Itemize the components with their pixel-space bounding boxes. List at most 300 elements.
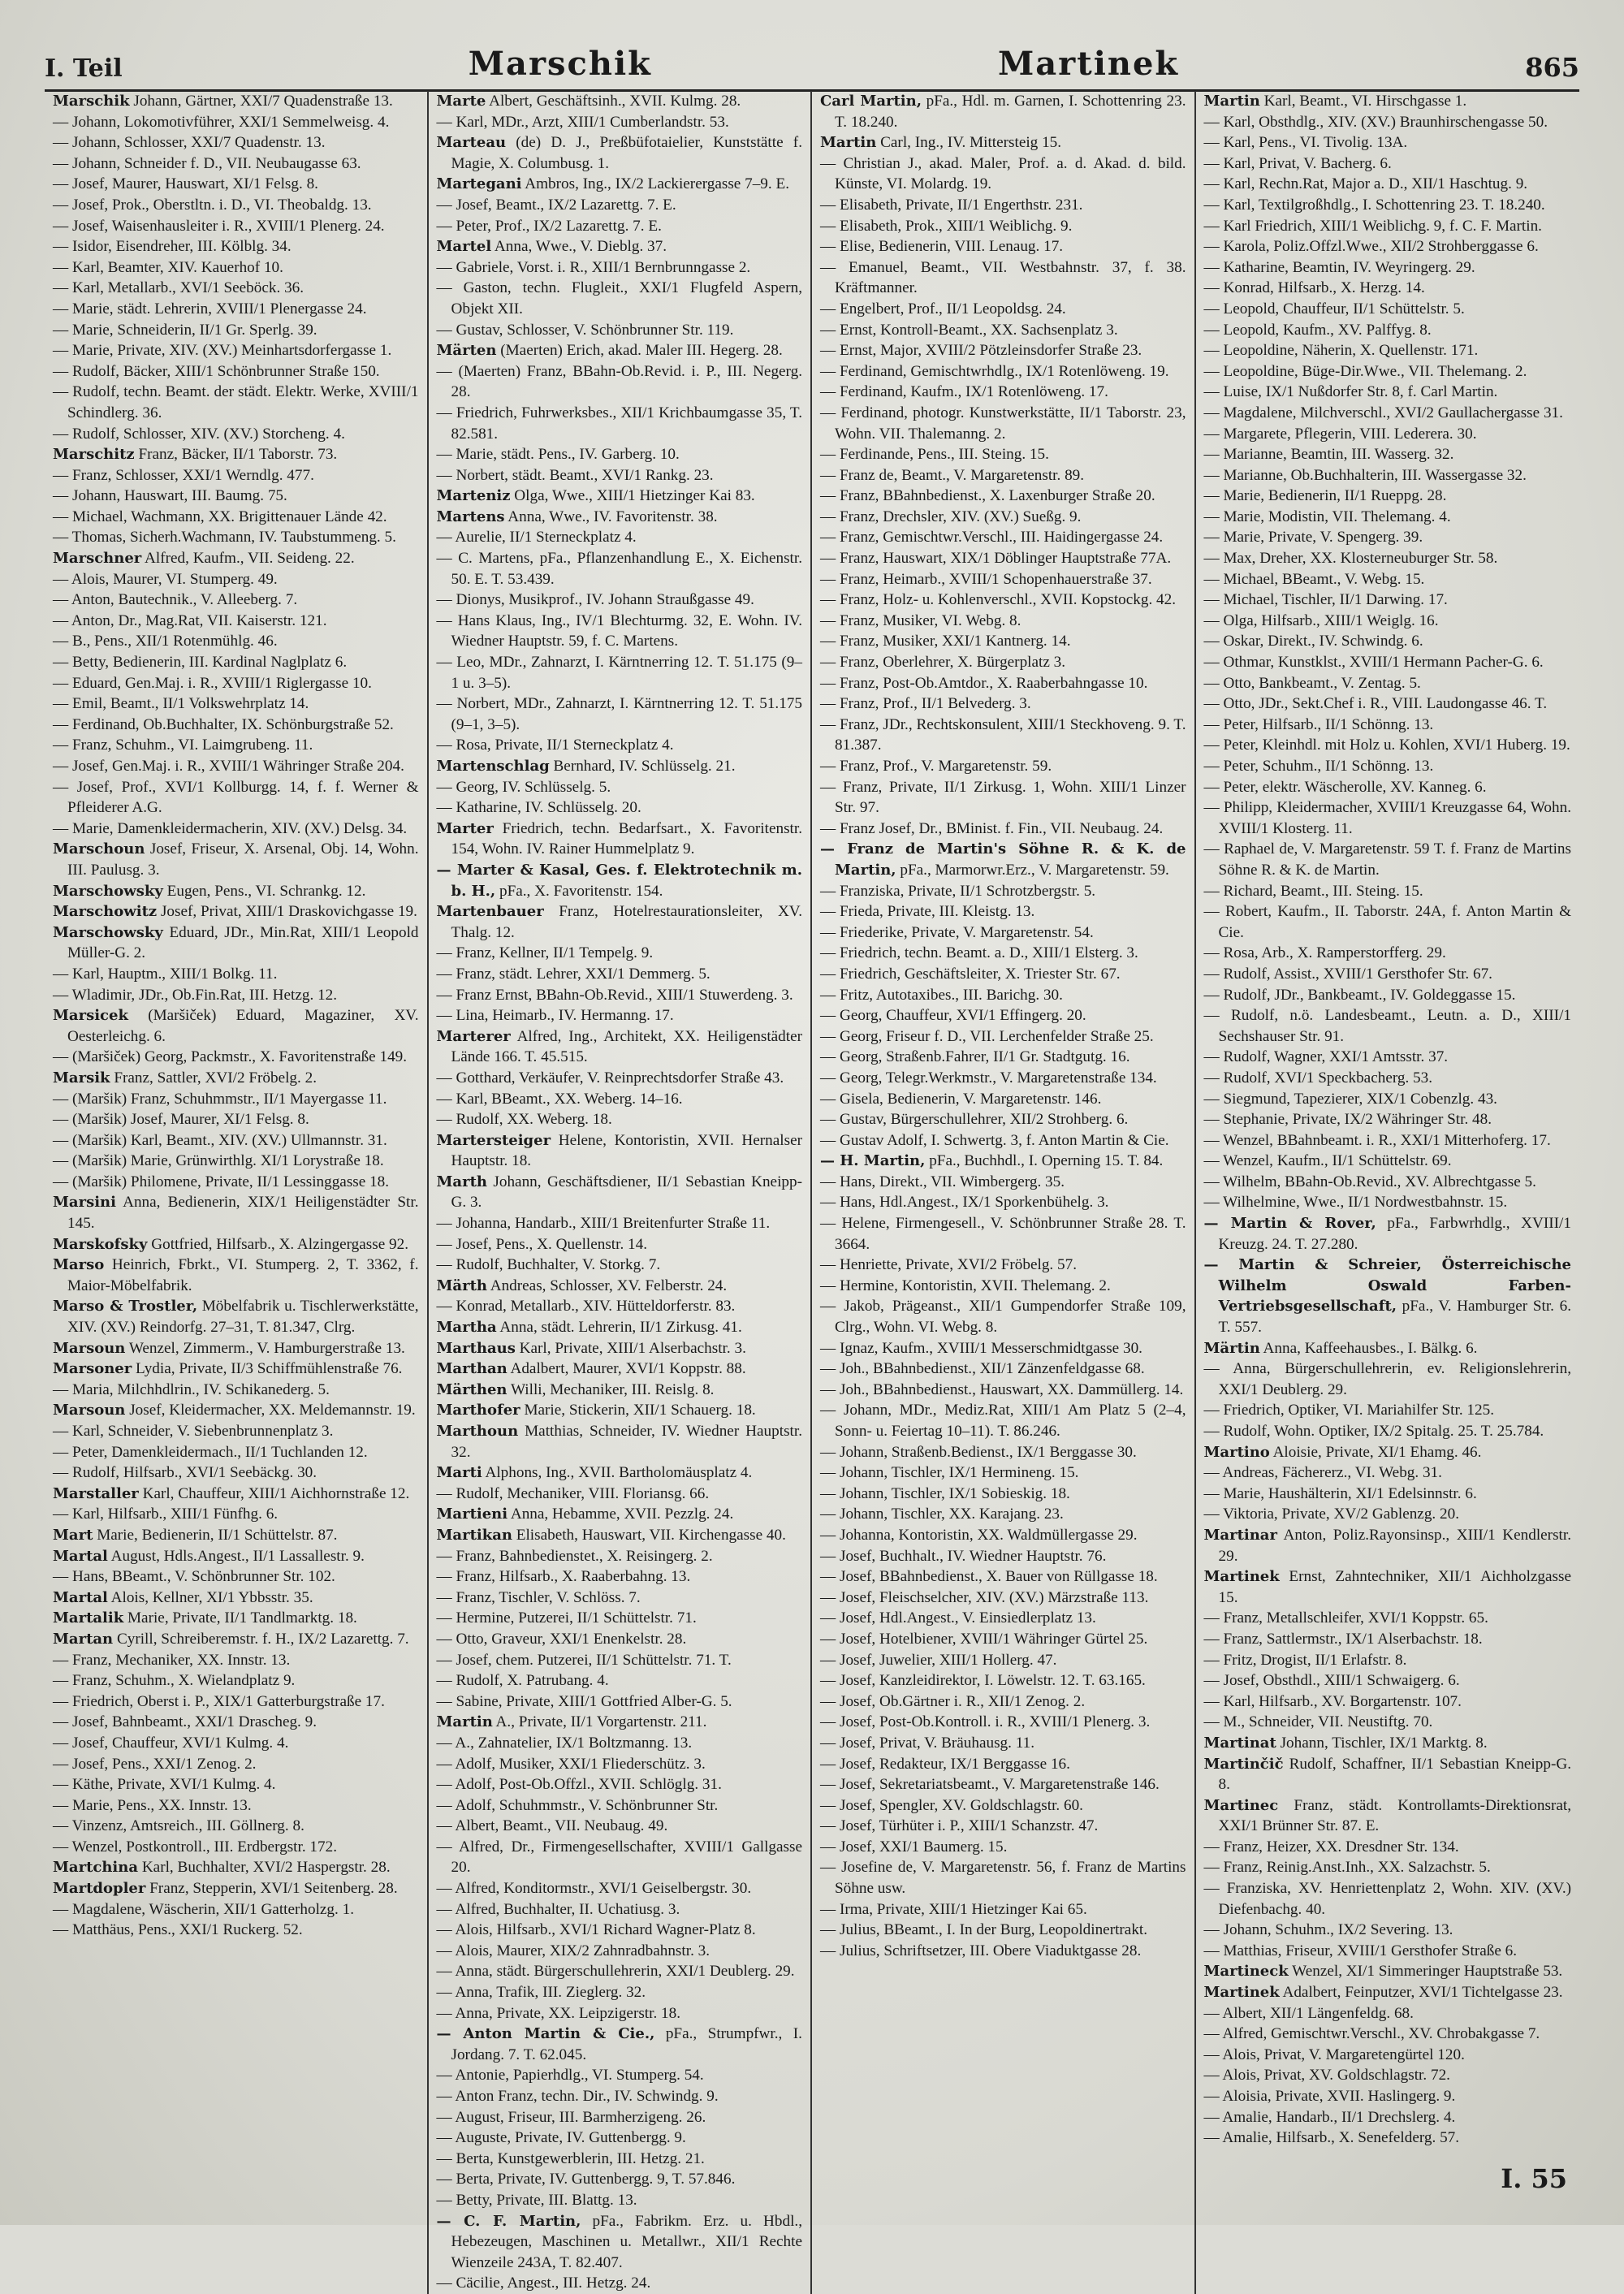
entry-text: — Albert, Beamt., VII. Neubaug. 49. bbox=[436, 1817, 668, 1835]
entry-text: — Hans, Hdl.Angest., IX/1 Sporkenbühelg. 3. bbox=[820, 1194, 1109, 1212]
entry-text: Franz, Bäcker, II/1 Taborstr. 73. bbox=[134, 446, 338, 464]
entry-text: — Johann, Schuhm., IX/2 Severing. 13. bbox=[1203, 1921, 1453, 1939]
directory-entry bbox=[1204, 320, 1572, 341]
entry-text: — Anton, Dr., Mag.Rat, VII. Kaiserstr. 121. bbox=[53, 611, 327, 629]
directory-entry bbox=[1204, 1462, 1572, 1484]
entry-text: — (Maerten) Franz, BBahn-Ob.Revid. i. P., III. Negerg. 28. bbox=[436, 362, 802, 401]
directory-entry bbox=[1204, 569, 1572, 590]
directory-entry bbox=[437, 1733, 803, 1754]
entry-text: — Franz, Oberlehrer, X. Bürgerplatz 3. bbox=[820, 654, 1066, 672]
directory-entry bbox=[437, 590, 803, 611]
directory-entry bbox=[437, 1172, 803, 1213]
entry-text: — A., Zahnatelier, IX/1 Boltzmanng. 13. bbox=[436, 1734, 693, 1752]
directory-entry bbox=[1204, 1670, 1572, 1691]
directory-entry bbox=[820, 839, 1186, 880]
directory-entry bbox=[1204, 1982, 1572, 2003]
directory-entry bbox=[820, 1005, 1186, 1026]
entry-surname: Martchina bbox=[53, 1859, 139, 1877]
directory-entry bbox=[820, 507, 1186, 528]
entry-text: — Franz, Drechsler, XIV. (XV.) Sueßg. 9. bbox=[820, 508, 1082, 525]
directory-entry bbox=[437, 1213, 803, 1234]
column-1 bbox=[45, 91, 429, 2294]
entry-text: — Rudolf, Assist., XVIII/1 Gersthofer Str. 67. bbox=[1203, 965, 1492, 983]
directory-entry bbox=[437, 1629, 803, 1650]
directory-entry bbox=[1204, 1941, 1572, 1962]
entry-surname: — Martin & Schreier, Österreichische Wilhelm Oswald Farben-Vertriebsgesellschaft, bbox=[1203, 1256, 1571, 1315]
directory-entry bbox=[1204, 1837, 1572, 1858]
entry-text: — Vinzenz, Amtsreich., III. Göllnerg. 8. bbox=[53, 1817, 304, 1835]
directory-entry bbox=[1204, 1005, 1572, 1047]
directory-entry bbox=[1204, 1712, 1572, 1733]
entry-text: pFa., Strumpfwr., I. Jordang. 7. T. 62.045. bbox=[451, 2025, 802, 2063]
directory-entry bbox=[437, 1878, 803, 1899]
directory-entry bbox=[53, 1068, 419, 1089]
entry-text: — Josef, Post-Ob.Kontroll. i. R., XVIII/1 Plenerg. 3. bbox=[820, 1713, 1151, 1731]
directory-entry bbox=[820, 444, 1186, 465]
column-2 bbox=[429, 91, 813, 2294]
entry-surname: Martal bbox=[53, 1588, 108, 1606]
entry-text: Karl, Beamt., VI. Hirschgasse 1. bbox=[1259, 93, 1467, 110]
entry-text: — Friedrich, Geschäftsleiter, X. Triester Str. 67. bbox=[820, 965, 1121, 983]
directory-entry bbox=[437, 901, 803, 943]
entry-text: — Marie, Bedienerin, II/1 Rueppg. 28. bbox=[1203, 487, 1447, 505]
directory-entry bbox=[437, 1588, 803, 1609]
entry-surname: Marteau bbox=[436, 134, 507, 152]
directory-entry bbox=[820, 1089, 1186, 1110]
entry-text: — Aloisia, Private, XVII. Haslingerg. 9. bbox=[1203, 2088, 1456, 2105]
directory-entry bbox=[1204, 631, 1572, 652]
directory-entry bbox=[820, 1068, 1186, 1089]
directory-entry bbox=[1204, 1961, 1572, 1982]
entry-text: — Georg, Telegr.Werkmstr., V. Margaretenstraße 134. bbox=[820, 1069, 1157, 1087]
entry-text: Karl, Buchhalter, XVI/2 Haspergstr. 28. bbox=[138, 1859, 391, 1877]
entry-text: — Franz Josef, Dr., BMinist. f. Fin., VII. Neubaug. 24. bbox=[820, 819, 1164, 837]
entry-text: — Karl, MDr., Arzt, XIII/1 Cumberlandstr. 53. bbox=[436, 113, 729, 131]
directory-entry bbox=[820, 652, 1186, 673]
entry-text: Cyrill, Schreiberemstr. f. H., IX/2 Lazarettg. 7. bbox=[113, 1630, 409, 1648]
directory-entry bbox=[1204, 465, 1572, 486]
entry-text: Anton, Poliz.Rayonsinsp., XIII/1 Kendlerstr. 29. bbox=[1218, 1526, 1571, 1565]
directory-entry bbox=[437, 1566, 803, 1588]
directory-entry bbox=[820, 1359, 1186, 1380]
entry-text: — Antonie, Papierhdlg., VI. Stumperg. 54. bbox=[436, 2067, 704, 2084]
directory-entry bbox=[820, 1733, 1186, 1754]
entry-text: — (Maršik) Karl, Beamt., XIV. (XV.) Ullmannstr. 31. bbox=[53, 1131, 387, 1149]
directory-entry bbox=[1204, 424, 1572, 445]
directory-entry bbox=[53, 382, 419, 423]
entry-text: — Karl, Metallarb., XVI/1 Seeböck. 36. bbox=[53, 279, 304, 297]
entry-text: Helene, Kontoristin, XVII. Hernalser Hauptstr. 18. bbox=[451, 1131, 802, 1170]
entry-text: — Katharine, IV. Schlüsselg. 20. bbox=[436, 799, 641, 817]
entry-text: — Friederike, Private, V. Margaretenstr. 54. bbox=[820, 923, 1094, 941]
directory-entry bbox=[437, 735, 803, 756]
directory-entry bbox=[1204, 1920, 1572, 1941]
entry-text: — Marie, Private, XIV. (XV.) Meinhartsdorfergasse 1. bbox=[53, 342, 392, 360]
entry-surname: Martersteiger bbox=[436, 1131, 551, 1149]
directory-entry bbox=[437, 257, 803, 279]
directory-entry bbox=[820, 1192, 1186, 1213]
directory-entry bbox=[437, 361, 803, 403]
directory-entry bbox=[1204, 361, 1572, 382]
directory-entry bbox=[53, 631, 419, 652]
directory-entry bbox=[820, 1899, 1186, 1920]
directory-entry bbox=[53, 1504, 419, 1525]
entry-text: — Georg, Friseur f. D., VII. Lerchenfelder Straße 25. bbox=[820, 1027, 1154, 1045]
entry-text: — Georg, Straßenb.Fahrer, II/1 Gr. Stadtgutg. 16. bbox=[820, 1048, 1130, 1066]
entry-surname: Martenschlag bbox=[436, 758, 550, 775]
entry-text: — Adolf, Post-Ob.Offzl., XVII. Schlöglg. 31. bbox=[436, 1776, 722, 1794]
entry-text: — Rosa, Arb., X. Ramperstorfferg. 29. bbox=[1203, 944, 1446, 962]
directory-entry bbox=[437, 797, 803, 819]
directory-entry bbox=[53, 91, 419, 112]
entry-text: — (Maršik) Josef, Maurer, XI/1 Felsg. 8. bbox=[53, 1111, 309, 1129]
directory-entry bbox=[437, 2211, 803, 2274]
directory-entry bbox=[53, 673, 419, 694]
directory-entry bbox=[1204, 153, 1572, 175]
directory-entry bbox=[53, 1462, 419, 1484]
directory-entry bbox=[53, 1588, 419, 1609]
directory-entry bbox=[820, 1213, 1186, 1255]
entry-text: — Rudolf, Mechaniker, VIII. Floriansg. 66. bbox=[436, 1484, 710, 1502]
directory-entry bbox=[53, 756, 419, 777]
directory-entry bbox=[1204, 985, 1572, 1006]
directory-entry bbox=[1204, 2024, 1572, 2045]
entry-text: — Josef, Juwelier, XIII/1 Hollerg. 47. bbox=[820, 1651, 1057, 1669]
directory-entry bbox=[53, 174, 419, 195]
directory-entry bbox=[437, 1774, 803, 1795]
entry-text: — Michael, Tischler, II/1 Darwing. 17. bbox=[1203, 591, 1448, 609]
entry-text: — Gustav Adolf, I. Schwertg. 3, f. Anton Martin & Cie. bbox=[820, 1131, 1169, 1149]
entry-surname: Martegani bbox=[436, 175, 522, 193]
entry-text: — Rudolf, Wohn. Optiker, IX/2 Spitalg. 25. T. 25.784. bbox=[1203, 1423, 1544, 1440]
entry-text: Anna, Wwe., V. Dieblg. 37. bbox=[491, 238, 667, 256]
directory-entry bbox=[53, 465, 419, 486]
directory-entry bbox=[1204, 1691, 1572, 1713]
directory-entry bbox=[820, 1462, 1186, 1484]
entry-text: Anna, Hebamme, XVII. Pezzlg. 24. bbox=[508, 1506, 734, 1523]
entry-text: — Henriette, Private, XVI/2 Fröbelg. 57. bbox=[820, 1256, 1077, 1274]
entry-text: — Karl, BBeamt., XX. Weberg. 14–16. bbox=[436, 1090, 683, 1108]
directory-entry bbox=[820, 1857, 1186, 1899]
entry-text: — Karl, Rechn.Rat, Major a. D., XII/1 Haschtug. 9. bbox=[1203, 175, 1528, 193]
entry-text: — Josef, BBahnbedienst., X. Bauer von Rüllgasse 18. bbox=[820, 1568, 1158, 1586]
entry-surname: Marsini bbox=[53, 1194, 116, 1212]
directory-entry bbox=[53, 320, 419, 341]
entry-surname: Marthoun bbox=[436, 1423, 519, 1440]
sheet-signature: I. 55 bbox=[1501, 2163, 1567, 2194]
entry-text: — Friedrich, Oberst i. P., XIX/1 Gatterburgstraße 17. bbox=[53, 1692, 385, 1710]
directory-entry bbox=[53, 1359, 419, 1380]
entry-text: Gottfried, Hilfsarb., X. Alzingergasse 92. bbox=[147, 1235, 409, 1253]
directory-entry bbox=[1204, 1338, 1572, 1359]
directory-entry bbox=[437, 2065, 803, 2086]
directory-entry bbox=[1204, 507, 1572, 528]
entry-text: — Josef, Gen.Maj. i. R., XVIII/1 Währinger Straße 204. bbox=[53, 758, 404, 775]
entry-text: Bernhard, IV. Schlüsselg. 21. bbox=[549, 758, 736, 775]
entry-text: — Otto, JDr., Sekt.Chef i. R., VIII. Laudongasse 46. T. bbox=[1203, 695, 1548, 713]
directory-entry bbox=[1204, 2128, 1572, 2149]
entry-text: Alois, Kellner, XI/1 Ybbsstr. 35. bbox=[107, 1588, 313, 1606]
directory-entry bbox=[820, 611, 1186, 632]
directory-entry bbox=[820, 486, 1186, 507]
entry-text: — Rudolf, Wagner, XXI/1 Amtsstr. 37. bbox=[1203, 1048, 1449, 1066]
directory-entry bbox=[53, 569, 419, 590]
directory-entry bbox=[53, 216, 419, 237]
entry-text: — Gustav, Schlosser, V. Schönbrunner Str. 119. bbox=[436, 321, 734, 339]
directory-entry bbox=[437, 1089, 803, 1110]
entry-text: — Gustav, Bürgerschullehrer, XII/2 Strohberg. 6. bbox=[820, 1111, 1129, 1129]
directory-entry bbox=[437, 985, 803, 1006]
directory-entry bbox=[437, 777, 803, 798]
directory-entry bbox=[820, 1130, 1186, 1151]
entry-text: — Magdalene, Wäscherin, XII/1 Gatterholzg. 1. bbox=[53, 1900, 355, 1918]
directory-entry bbox=[53, 361, 419, 382]
entry-text: — Gabriele, Vorst. i. R., XIII/1 Bernbrunngasse 2. bbox=[436, 258, 751, 276]
directory-entry bbox=[437, 819, 803, 860]
entry-text: pFa., Hdl. m. Garnen, I. Schottenring 23. T. 18.240. bbox=[835, 93, 1186, 131]
directory-entry bbox=[53, 735, 419, 756]
entry-text: — Hermine, Putzerei, II/1 Schüttelstr. 71. bbox=[436, 1609, 697, 1627]
entry-text: — Wilhelm, BBahn-Ob.Revid., XV. Albrechtgasse 5. bbox=[1203, 1173, 1536, 1190]
directory-entry bbox=[820, 1255, 1186, 1276]
directory-entry bbox=[820, 1588, 1186, 1609]
directory-entry bbox=[437, 1234, 803, 1255]
directory-entry bbox=[1204, 1255, 1572, 1337]
directory-entry bbox=[437, 2024, 803, 2065]
entry-text: — Josef, Prok., Oberstltn. i. D., VI. Theobaldg. 13. bbox=[53, 196, 372, 214]
entry-text: — Karl, Hilfsarb., XV. Borgartenstr. 107. bbox=[1203, 1692, 1462, 1710]
entry-surname: Carl Martin, bbox=[820, 93, 922, 110]
entry-surname: Marsoun bbox=[53, 1402, 126, 1419]
entry-text: — Ferdinande, Pens., III. Steing. 15. bbox=[820, 446, 1049, 464]
entry-text: pFa., Buchhdl., I. Operning 15. T. 84. bbox=[925, 1152, 1164, 1170]
entry-surname: Marsik bbox=[53, 1069, 110, 1087]
directory-entry bbox=[820, 693, 1186, 715]
directory-entry bbox=[820, 403, 1186, 444]
directory-entry bbox=[1204, 132, 1572, 153]
entry-text: — Rudolf, Schlosser, XIV. (XV.) Storcheng. 4. bbox=[53, 425, 345, 443]
entry-text: Olga, Wwe., XIII/1 Hietzinger Kai 83. bbox=[510, 487, 755, 505]
directory-entry bbox=[53, 299, 419, 320]
entry-text: — Oskar, Direkt., IV. Schwindg. 6. bbox=[1203, 633, 1423, 650]
entry-text: — Josef, Buchhalt., IV. Wiedner Hauptstr. 76. bbox=[820, 1547, 1107, 1565]
directory-entry bbox=[53, 278, 419, 299]
entry-text: Willi, Mechaniker, III. Reislg. 8. bbox=[507, 1380, 715, 1398]
entry-text: — Wenzel, BBahnbeamt. i. R., XXI/1 Mitterhoferg. 17. bbox=[1203, 1131, 1551, 1149]
entry-text: — Franz, Gemischtwr.Verschl., III. Haidingergasse 24. bbox=[820, 529, 1164, 546]
entry-text: — Norbert, städt. Beamt., XVI/1 Rankg. 23. bbox=[436, 466, 714, 484]
entry-surname: Martens bbox=[436, 508, 505, 525]
directory-entry bbox=[437, 1255, 803, 1276]
entry-surname: Marsoun bbox=[53, 1339, 126, 1357]
directory-entry bbox=[437, 2169, 803, 2190]
entry-text: Anna, Wwe., IV. Favoritenstr. 38. bbox=[504, 508, 718, 525]
directory-entry bbox=[53, 1629, 419, 1650]
directory-entry bbox=[53, 1296, 419, 1337]
directory-entry bbox=[437, 91, 803, 112]
page-header bbox=[45, 34, 1579, 92]
directory-entry bbox=[1204, 444, 1572, 465]
entry-text: pFa., Marmorwr.Erz., V. Margaretenstr. 59. bbox=[896, 861, 1169, 879]
entry-text: — Josef, Beamt., IX/2 Lazarettg. 7. E. bbox=[436, 196, 676, 214]
directory-entry bbox=[437, 548, 803, 590]
entry-surname: Marstaller bbox=[53, 1484, 139, 1502]
directory-entry bbox=[820, 340, 1186, 361]
entry-text: — Joh., BBahnbedienst., XII/1 Zänzenfeldgasse 68. bbox=[820, 1360, 1145, 1378]
directory-entry bbox=[437, 1109, 803, 1130]
directory-entry bbox=[437, 507, 803, 528]
directory-entry bbox=[53, 693, 419, 715]
entry-text: pFa., V. Hamburger Str. 6. T. 557. bbox=[1218, 1298, 1571, 1337]
directory-entry bbox=[1204, 839, 1572, 880]
directory-entry bbox=[53, 1920, 419, 1941]
entry-text: — Franz, Post-Ob.Amtdor., X. Raaberbahngasse 10. bbox=[820, 674, 1148, 692]
directory-entry bbox=[437, 1359, 803, 1380]
directory-entry bbox=[1204, 2107, 1572, 2128]
entry-text: — Georg, Chauffeur, XVI/1 Effingerg. 20. bbox=[820, 1007, 1086, 1025]
entry-text: Adalbert, Maurer, XVI/1 Koppstr. 88. bbox=[507, 1360, 746, 1378]
directory-entry bbox=[53, 839, 419, 880]
directory-entry bbox=[820, 964, 1186, 985]
directory-entry bbox=[437, 1837, 803, 1878]
entry-surname: Martieni bbox=[436, 1506, 508, 1523]
directory-entry bbox=[437, 403, 803, 444]
entry-text: — Johann, Tischler, IX/1 Sobieskig. 18. bbox=[820, 1484, 1070, 1502]
directory-entry bbox=[1204, 881, 1572, 902]
entry-text: — Franz, Musiker, XXI/1 Kantnerg. 14. bbox=[820, 633, 1071, 650]
entry-text: — Franz, Holz- u. Kohlenverschl., XVII. Kopstockg. 42. bbox=[820, 591, 1177, 609]
entry-text: — Josef, Pens., XXI/1 Zenog. 2. bbox=[53, 1755, 257, 1773]
entry-surname: Märtin bbox=[1203, 1339, 1260, 1357]
directory-entry bbox=[53, 1338, 419, 1359]
entry-text: — Peter, Kleinhdl. mit Holz u. Kohlen, XVI/1 Huberg. 19. bbox=[1203, 737, 1570, 754]
entry-text: — Johann, Schlosser, XXI/7 Quadenstr. 13. bbox=[53, 134, 326, 152]
directory-entry bbox=[53, 985, 419, 1006]
directory-entry bbox=[820, 922, 1186, 944]
directory-entry bbox=[1204, 964, 1572, 985]
left-catchword: Marschik bbox=[468, 45, 652, 83]
directory-entry bbox=[53, 236, 419, 257]
entry-text: — Ernst, Kontroll-Beamt., XX. Sachsenplatz 3. bbox=[820, 321, 1118, 339]
entry-text: — Emanuel, Beamt., VII. Westbahnstr. 37, f. 38. Kräftmanner. bbox=[820, 258, 1186, 297]
entry-text: — Franz, Schlosser, XXI/1 Werndlg. 477. bbox=[53, 466, 314, 484]
entry-text: — Elisabeth, Private, II/1 Engerthstr. 231. bbox=[820, 196, 1083, 214]
entry-surname: Marschowsky bbox=[53, 882, 163, 900]
directory-entry bbox=[1204, 1047, 1572, 1068]
entry-text: — Peter, Prof., IX/2 Lazarettg. 7. E. bbox=[436, 217, 662, 235]
directory-entry bbox=[437, 1650, 803, 1671]
entry-text: — Johann, Hauswart, III. Baumg. 75. bbox=[53, 487, 287, 505]
entry-text: — Josef, Sekretariatsbeamt., V. Margaretenstraße 146. bbox=[820, 1776, 1160, 1794]
entry-surname: Marso bbox=[53, 1256, 105, 1274]
entry-text: — Marie, Haushälterin, XI/1 Edelsinnstr. 6. bbox=[1203, 1484, 1477, 1502]
entry-text: — Leo, MDr., Zahnarzt, I. Kärntnerring 12. T. 51.175 (9–1 u. 3–5). bbox=[436, 654, 802, 692]
entry-text: Franz, Stepperin, XVI/1 Seitenberg. 28. bbox=[145, 1880, 398, 1898]
entry-text: Wenzel, XI/1 Simmeringer Hauptstraße 53. bbox=[1288, 1963, 1563, 1981]
entry-text: — Franz, Tischler, V. Schlöss. 7. bbox=[436, 1588, 641, 1606]
entry-text: — Matthias, Friseur, XVIII/1 Gersthofer Straße 6. bbox=[1203, 1942, 1518, 1959]
entry-text: — Engelbert, Prof., II/1 Leopoldsg. 24. bbox=[820, 300, 1066, 318]
directory-entry bbox=[1204, 1733, 1572, 1754]
entry-text: — Hans, Direkt., VII. Wimbergerg. 35. bbox=[820, 1173, 1065, 1190]
entry-text: — Adolf, Schuhmmstr., V. Schönbrunner Str. bbox=[436, 1796, 719, 1814]
entry-text: — Karl Friedrich, XIII/1 Weiblichg. 9, f. C. F. Martin. bbox=[1203, 217, 1542, 235]
entry-text: — Viktoria, Private, XV/2 Gablenzg. 20. bbox=[1203, 1506, 1459, 1523]
directory-entry bbox=[1204, 1878, 1572, 1920]
directory-entry bbox=[437, 1400, 803, 1421]
entry-surname: Märthen bbox=[436, 1380, 508, 1398]
entry-text: — M., Schneider, VII. Neustiftg. 70. bbox=[1203, 1713, 1433, 1731]
directory-entry bbox=[53, 777, 419, 819]
entry-text: Anna, Kaffeehausbes., I. Bälkg. 6. bbox=[1259, 1339, 1478, 1357]
entry-text: — Peter, Schuhm., II/1 Schönng. 13. bbox=[1203, 758, 1434, 775]
directory-entry bbox=[820, 1691, 1186, 1713]
entry-text: — Frieda, Private, III. Kleistg. 13. bbox=[820, 903, 1035, 921]
directory-entry bbox=[437, 756, 803, 777]
directory-entry bbox=[820, 1276, 1186, 1297]
directory-entry bbox=[53, 1255, 419, 1296]
entry-text: Alphons, Ing., XVII. Bartholomäusplatz 4. bbox=[482, 1464, 753, 1482]
entry-text: — Rudolf, Buchhalter, V. Storkg. 7. bbox=[436, 1256, 661, 1274]
entry-text: — (Maršik) Marie, Grünwirthlg. XI/1 Lorystraße 18. bbox=[53, 1152, 384, 1170]
entry-text: — Anton, Bautechnik., V. Alleeberg. 7. bbox=[53, 591, 298, 609]
entry-text: — Rudolf, n.ö. Landesbeamt., Leutn. a. D., XIII/1 Sechshauser Str. 91. bbox=[1203, 1007, 1571, 1045]
entry-text: — Auguste, Private, IV. Guttenbergg. 9. bbox=[436, 2129, 686, 2147]
entry-text: — Hermine, Kontoristin, XVII. Thelemang. 2. bbox=[820, 1277, 1111, 1294]
directory-entry bbox=[820, 756, 1186, 777]
entry-text: Aloisie, Private, XI/1 Ehamg. 46. bbox=[1269, 1443, 1482, 1461]
entry-text: — Josef, Waisenhausleiter i. R., XVIII/1 Plenerg. 24. bbox=[53, 217, 385, 235]
entry-text: Josef, Friseur, X. Arsenal, Obj. 14, Wohn. III. Paulusg. 3. bbox=[67, 840, 419, 879]
entry-text: — Ferdinand, Gemischtwrhdlg., IX/1 Rotenlöweng. 19. bbox=[820, 362, 1169, 380]
entry-text: — Michael, BBeamt., V. Webg. 15. bbox=[1203, 570, 1425, 588]
directory-entry bbox=[1204, 195, 1572, 216]
entry-text: Alfred, Kaufm., VII. Seideng. 22. bbox=[141, 550, 355, 568]
directory-entry bbox=[820, 985, 1186, 1006]
entry-text: — Marie, Damenkleidermacherin, XIV. (XV.) Delsg. 34. bbox=[53, 819, 408, 837]
entry-text: — Betty, Private, III. Blattg. 13. bbox=[436, 2191, 637, 2209]
entry-text: — Elisabeth, Prok., XIII/1 Weiblichg. 9. bbox=[820, 217, 1073, 235]
entry-surname: Martinek bbox=[1203, 1568, 1280, 1586]
entry-text: — Alois, Privat, XV. Goldschlagstr. 72. bbox=[1203, 2067, 1450, 2084]
entry-text: Matthias, Schneider, IV. Wiedner Hauptstr. 32. bbox=[451, 1423, 802, 1461]
directory-entry bbox=[437, 132, 803, 174]
entry-text: A., Private, II/1 Vorgartenstr. 211. bbox=[492, 1713, 707, 1731]
directory-entry bbox=[820, 1504, 1186, 1525]
entry-text: — Leopoldine, Näherin, X. Quellenstr. 171. bbox=[1203, 342, 1479, 360]
entry-text: — (Maršiček) Georg, Packmstr., X. Favoritenstraße 149. bbox=[53, 1048, 408, 1066]
entry-text: — Marianne, Ob.Buchhalterin, III. Wassergasse 32. bbox=[1203, 466, 1527, 484]
entry-surname: Martin bbox=[820, 134, 877, 152]
directory-entry bbox=[437, 2273, 803, 2294]
directory-entry bbox=[820, 1296, 1186, 1337]
entry-text: — Norbert, MDr., Zahnarzt, I. Kärntnerring 12. T. 51.175 (9–1, 3–5). bbox=[436, 695, 802, 733]
entry-surname: Martdopler bbox=[53, 1880, 146, 1898]
directory-entry bbox=[820, 548, 1186, 569]
entry-text: — Johanna, Kontoristin, XX. Waldmüllergasse 29. bbox=[820, 1526, 1138, 1544]
directory-entry bbox=[1204, 1089, 1572, 1110]
entry-text: — Marie, Pens., XX. Innstr. 13. bbox=[53, 1796, 252, 1814]
entry-text: — Franz, Schuhm., X. Wielandplatz 9. bbox=[53, 1672, 296, 1690]
entry-text: — Johann, Tischler, IX/1 Hermineng. 15. bbox=[820, 1464, 1079, 1482]
entry-text: — Helene, Firmengesell., V. Schönbrunner Straße 28. T. 3664. bbox=[820, 1215, 1186, 1253]
entry-surname: Martin bbox=[436, 1713, 493, 1731]
directory-entry bbox=[53, 257, 419, 279]
entry-text: — Peter, Damenkleidermach., II/1 Tuchlanden 12. bbox=[53, 1443, 368, 1461]
directory-entry bbox=[437, 1338, 803, 1359]
directory-entry bbox=[1204, 1566, 1572, 1608]
entry-text: — Richard, Beamt., III. Steing. 15. bbox=[1203, 882, 1423, 900]
